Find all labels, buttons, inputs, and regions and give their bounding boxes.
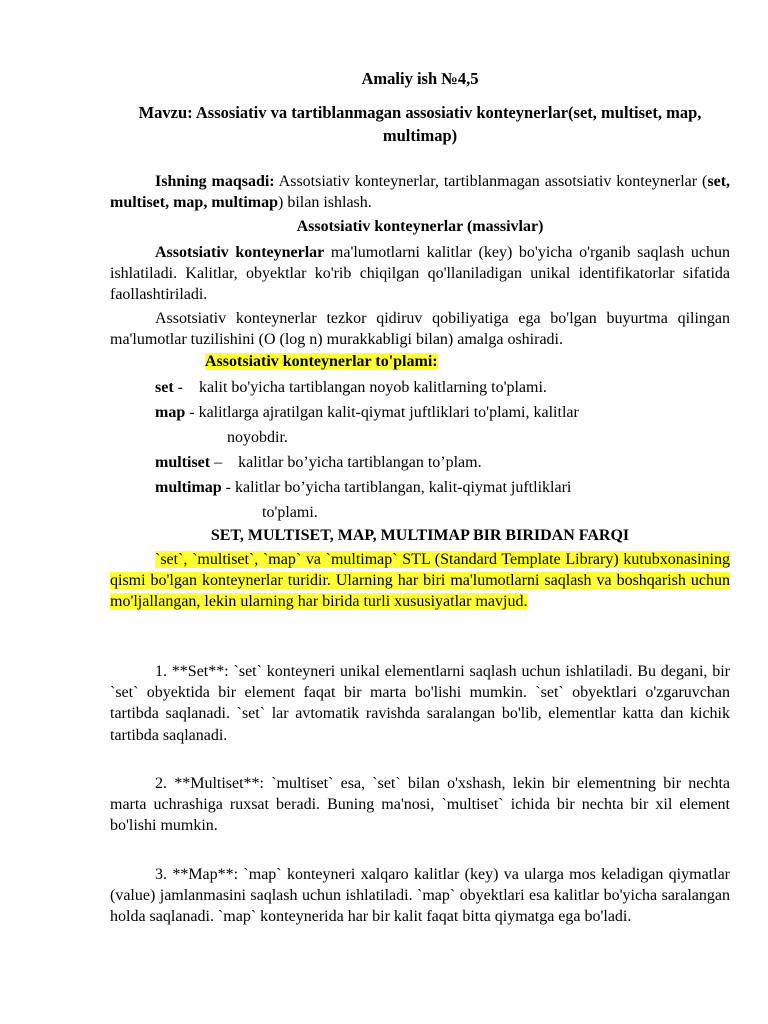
associative-term: Assotsiativ konteynerlar bbox=[155, 244, 325, 261]
paragraph-search: Assotsiativ konteynerlar tezkor qidiruv qobiliyatiga ega bo'lgan buyurtma qilingan ma'lumotlar tuzilishini (O (log n) murakkabligi bilan) amalga oshiradi. bbox=[110, 310, 730, 349]
subject-heading bbox=[110, 101, 730, 147]
goal-containers: set, multiset, map, multimap bbox=[110, 173, 731, 212]
list-item-set bbox=[155, 377, 547, 399]
subject-line-2: multimap) bbox=[382, 126, 458, 145]
list-item-multiset bbox=[155, 452, 482, 474]
desc-map: kalitlarga ajratilgan kalit-qiymat juftliklari to'plami, kalitlar bbox=[198, 404, 579, 421]
list-item-map-cont: noyobdir. bbox=[227, 429, 288, 446]
intro-highlighted-text: `set`, `multiset`, `map` va `multimap` STL (Standard Template Library) kutubxonasining qismi bo'lgan konteynerlar turidir. Ularning har biri ma'lumotlarni saqlash va boshqarish uchun mo'ljallangan, lekin ularning har birida turli xususiyatlar mavjud. bbox=[110, 551, 730, 611]
point-map: 3. **Map**: `map` konteyneri xalqaro kalitlar (key) va ularga mos keladigan qiymatlar (value) jamlanmasini saqlash uchun ishlatiladi. `map` obyektlari esa kalitlar bo'yicha saralangan holda saqlanadi. `map` konteynerida har bir kalit faqat bitta qiymatga ega bo'ladi. bbox=[110, 866, 730, 926]
list-item-multimap-cont: to'plami. bbox=[262, 504, 318, 521]
list-item-map bbox=[155, 402, 579, 424]
collection-heading-text: Assotsiativ konteynerlar to'plami: bbox=[205, 353, 438, 370]
paragraph-associative bbox=[110, 242, 730, 306]
point-set: 1. **Set**: `set` konteyneri unikal elementlarni saqlash uchun ishlatiladi. Bu degani, bir `set` obyektida bir element faqat bir marta bo'lishi mumkin. `set` obyektlari o'zgaruvchan tartibda saqlanadi. `set` lar avtomatik ravishda saralangan bo'lib, elementlar katta dan kichik tartibda saqlanadi. bbox=[110, 663, 730, 744]
sep-map: - bbox=[185, 404, 195, 421]
goal-text-2: ) bilan ishlash. bbox=[278, 194, 372, 212]
desc-set: kalit bo'yicha tartiblangan noyob kalitlarning to'plami. bbox=[198, 379, 547, 396]
sep-multimap: - bbox=[221, 479, 231, 496]
term-map: map bbox=[155, 404, 186, 421]
goal-label: Ishning maqsadi: bbox=[155, 173, 275, 190]
section-heading-massivlar: Assotsiativ konteynerlar (massivlar) bbox=[296, 218, 544, 235]
desc-multiset: kalitlar bo’yicha tartiblangan to’plam. bbox=[238, 454, 482, 471]
goal-text-1: Assotsiativ konteynerlar, tartiblanmagan assotsiativ konteynerlar ( bbox=[274, 173, 708, 190]
term-multimap: multimap bbox=[155, 479, 222, 496]
collection-heading bbox=[205, 351, 438, 373]
section-heading-difference: SET, MULTISET, MAP, MULTIMAP BIR BIRIDAN FARQI bbox=[210, 527, 630, 544]
subject-line-1: Mavzu: Assosiativ va tartiblanmagan assosiativ konteynerlar(set, multiset, map, bbox=[138, 103, 702, 122]
goal-paragraph bbox=[110, 171, 730, 213]
point-multiset: 2. **Multiset**: `multiset` esa, `set` bilan o'xshash, lekin bir elementning bir nechta marta uchrashiga ruxsat beradi. Buning ma'nosi, `multiset` ichida bir nechta bir xil element bo'lishi mumkin. bbox=[110, 775, 730, 835]
sep-set: - bbox=[173, 379, 183, 396]
associative-text: ma'lumotlarni kalitlar (key) bo'yicha o'rganib saqlash uchun ishlatiladi. Kalitlar, obyektlar ko'rib chiqilgan qo'llaniladigan unikal identifikatorlar sifatida faollashtiriladi. bbox=[110, 244, 731, 304]
list-item-multimap bbox=[155, 477, 571, 499]
term-set: set bbox=[155, 379, 174, 396]
desc-multimap: kalitlar bo’yicha tartiblangan, kalit-qiymat juftliklari bbox=[235, 479, 572, 496]
term-multiset: multiset bbox=[155, 454, 211, 471]
page-title: Amaliy ish №4,5 bbox=[361, 69, 479, 88]
intro-paragraph bbox=[110, 549, 730, 613]
sep-multiset: – bbox=[210, 454, 223, 471]
